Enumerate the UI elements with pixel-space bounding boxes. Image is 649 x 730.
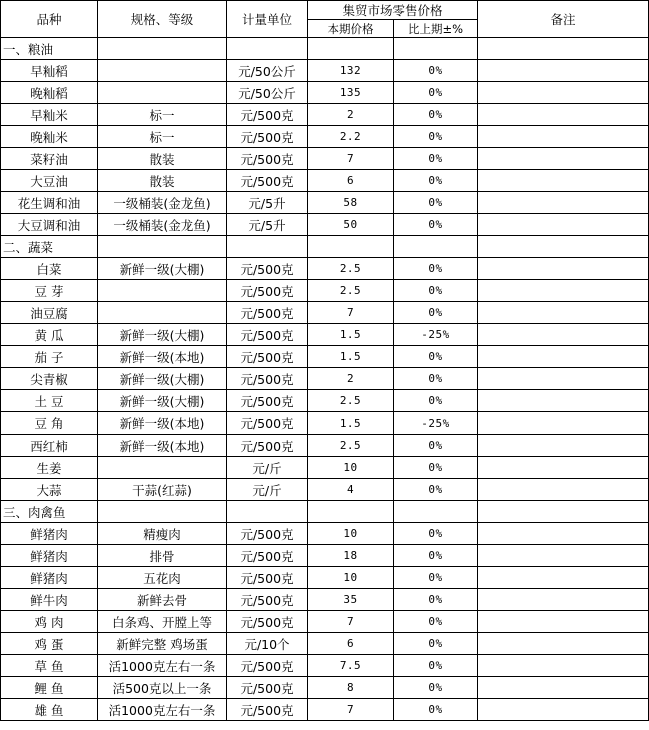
- item-spec: 新鲜一级(大棚): [98, 324, 227, 346]
- item-note: [478, 148, 649, 170]
- item-change: 0%: [394, 192, 478, 214]
- item-note: [478, 258, 649, 280]
- item-spec: 散装: [98, 170, 227, 192]
- item-name: 白菜: [1, 258, 98, 280]
- item-price: 7: [308, 611, 394, 633]
- item-spec: 白条鸡、开膛上等: [98, 611, 227, 633]
- item-unit: 元/500克: [227, 390, 308, 412]
- item-note: [478, 82, 649, 104]
- item-change: 0%: [394, 523, 478, 545]
- table-row: [1, 633, 649, 655]
- item-spec: [98, 302, 227, 324]
- table-row: [1, 412, 649, 435]
- item-name: 花生调和油: [1, 192, 98, 214]
- item-spec: 新鲜一级(本地): [98, 346, 227, 368]
- item-change: 0%: [394, 479, 478, 501]
- empty-cell: [308, 236, 394, 258]
- item-note: [478, 611, 649, 633]
- item-note: [478, 589, 649, 611]
- item-spec: 排骨: [98, 545, 227, 567]
- item-note: [478, 479, 649, 501]
- item-name: 菜籽油: [1, 148, 98, 170]
- item-change: -25%: [394, 324, 478, 346]
- item-spec: [98, 60, 227, 82]
- item-unit: 元/500克: [227, 346, 308, 368]
- item-unit: 元/500克: [227, 523, 308, 545]
- item-unit: 元/500克: [227, 655, 308, 677]
- item-change: 0%: [394, 589, 478, 611]
- table-row: [1, 567, 649, 589]
- item-spec: 标一: [98, 126, 227, 148]
- item-price: 2: [308, 368, 394, 390]
- item-price: 2.5: [308, 390, 394, 412]
- item-change: 0%: [394, 677, 478, 699]
- item-spec: [98, 82, 227, 104]
- item-note: [478, 104, 649, 126]
- section-title: 三、肉禽鱼: [1, 501, 98, 523]
- header-name: 品种: [1, 1, 98, 38]
- item-name: 早籼米: [1, 104, 98, 126]
- item-spec: [98, 280, 227, 302]
- item-name: 豆 角: [1, 412, 98, 435]
- item-name: 鲜猪肉: [1, 567, 98, 589]
- item-unit: 元/500克: [227, 412, 308, 435]
- item-note: [478, 655, 649, 677]
- item-unit: 元/500克: [227, 104, 308, 126]
- item-price: 2: [308, 104, 394, 126]
- item-price: 4: [308, 479, 394, 501]
- empty-cell: [308, 38, 394, 60]
- item-price: 7: [308, 302, 394, 324]
- item-change: 0%: [394, 60, 478, 82]
- item-note: [478, 412, 649, 435]
- item-unit: 元/500克: [227, 302, 308, 324]
- table-row: [1, 655, 649, 677]
- item-price: 50: [308, 214, 394, 236]
- item-price: 1.5: [308, 412, 394, 435]
- item-unit: 元/500克: [227, 545, 308, 567]
- item-change: -25%: [394, 412, 478, 435]
- item-price: 135: [308, 82, 394, 104]
- table-row: [1, 346, 649, 368]
- item-unit: 元/500克: [227, 324, 308, 346]
- table-row: [1, 82, 649, 104]
- item-unit: 元/50公斤: [227, 60, 308, 82]
- empty-cell: [227, 236, 308, 258]
- item-unit: 元/500克: [227, 589, 308, 611]
- empty-cell: [394, 236, 478, 258]
- empty-cell: [98, 501, 227, 523]
- item-spec: 五花肉: [98, 567, 227, 589]
- empty-cell: [308, 501, 394, 523]
- item-spec: 活500克以上一条: [98, 677, 227, 699]
- item-note: [478, 346, 649, 368]
- item-unit: 元/500克: [227, 699, 308, 721]
- header-current-price: 本期价格: [308, 20, 394, 38]
- item-spec: 新鲜完整 鸡场蛋: [98, 633, 227, 655]
- item-note: [478, 324, 649, 346]
- header-unit: 计量单位: [227, 1, 308, 38]
- item-name: 大豆油: [1, 170, 98, 192]
- item-price: 7.5: [308, 655, 394, 677]
- empty-cell: [227, 38, 308, 60]
- item-change: 0%: [394, 567, 478, 589]
- table-row: [1, 677, 649, 699]
- empty-cell: [98, 38, 227, 60]
- section-row: [1, 501, 649, 523]
- header-spec: 规格、等级: [98, 1, 227, 38]
- item-unit: 元/500克: [227, 148, 308, 170]
- item-name: 豆 芽: [1, 280, 98, 302]
- table-row: [1, 280, 649, 302]
- section-title: 一、粮油: [1, 38, 98, 60]
- item-note: [478, 192, 649, 214]
- item-change: 0%: [394, 148, 478, 170]
- item-name: 鲜牛肉: [1, 589, 98, 611]
- item-spec: 活1000克左右一条: [98, 655, 227, 677]
- item-unit: 元/斤: [227, 479, 308, 501]
- item-name: 大蒜: [1, 479, 98, 501]
- table-row: [1, 435, 649, 457]
- item-unit: 元/500克: [227, 368, 308, 390]
- item-spec: 散装: [98, 148, 227, 170]
- item-unit: 元/50公斤: [227, 82, 308, 104]
- item-price: 10: [308, 523, 394, 545]
- item-spec: 新鲜一级(大棚): [98, 390, 227, 412]
- item-price: 7: [308, 148, 394, 170]
- item-price: 2.5: [308, 435, 394, 457]
- item-change: 0%: [394, 390, 478, 412]
- item-name: 晚籼稻: [1, 82, 98, 104]
- item-spec: 新鲜一级(本地): [98, 435, 227, 457]
- item-price: 2.5: [308, 280, 394, 302]
- item-price: 58: [308, 192, 394, 214]
- item-name: 鸡 肉: [1, 611, 98, 633]
- table-row: [1, 60, 649, 82]
- table-row: [1, 457, 649, 479]
- section-row: [1, 38, 649, 60]
- item-price: 18: [308, 545, 394, 567]
- empty-cell: [478, 236, 649, 258]
- item-spec: 活1000克左右一条: [98, 699, 227, 721]
- item-change: 0%: [394, 170, 478, 192]
- item-unit: 元/10个: [227, 633, 308, 655]
- item-note: [478, 523, 649, 545]
- table-row: [1, 699, 649, 721]
- item-unit: 元/500克: [227, 435, 308, 457]
- empty-cell: [227, 501, 308, 523]
- item-change: 0%: [394, 368, 478, 390]
- table-row: [1, 192, 649, 214]
- item-change: 0%: [394, 302, 478, 324]
- item-note: [478, 60, 649, 82]
- item-name: 茄 子: [1, 346, 98, 368]
- item-change: 0%: [394, 126, 478, 148]
- item-price: 6: [308, 170, 394, 192]
- item-price: 132: [308, 60, 394, 82]
- item-change: 0%: [394, 214, 478, 236]
- item-note: [478, 214, 649, 236]
- table-row: [1, 523, 649, 545]
- empty-cell: [394, 501, 478, 523]
- item-note: [478, 677, 649, 699]
- item-change: 0%: [394, 82, 478, 104]
- item-note: [478, 699, 649, 721]
- header-change: 比上期±%: [394, 20, 478, 38]
- item-unit: 元/500克: [227, 567, 308, 589]
- item-name: 鲤 鱼: [1, 677, 98, 699]
- section-row: [1, 236, 649, 258]
- item-note: [478, 457, 649, 479]
- item-name: 草 鱼: [1, 655, 98, 677]
- item-note: [478, 435, 649, 457]
- empty-cell: [478, 501, 649, 523]
- item-change: 0%: [394, 346, 478, 368]
- item-unit: 元/500克: [227, 170, 308, 192]
- table-row: [1, 126, 649, 148]
- item-note: [478, 390, 649, 412]
- item-note: [478, 567, 649, 589]
- item-unit: 元/斤: [227, 457, 308, 479]
- item-name: 鲜猪肉: [1, 545, 98, 567]
- item-name: 晚籼米: [1, 126, 98, 148]
- item-note: [478, 368, 649, 390]
- item-spec: [98, 457, 227, 479]
- item-change: 0%: [394, 457, 478, 479]
- item-spec: 新鲜一级(大棚): [98, 368, 227, 390]
- item-change: 0%: [394, 435, 478, 457]
- table-row: [1, 170, 649, 192]
- header-note: 备注: [478, 1, 649, 38]
- item-name: 尖青椒: [1, 368, 98, 390]
- empty-cell: [98, 236, 227, 258]
- item-price: 8: [308, 677, 394, 699]
- item-name: 黄 瓜: [1, 324, 98, 346]
- item-name: 生姜: [1, 457, 98, 479]
- item-name: 雄 鱼: [1, 699, 98, 721]
- item-unit: 元/5升: [227, 192, 308, 214]
- item-name: 油豆腐: [1, 302, 98, 324]
- table-row: [1, 390, 649, 412]
- item-note: [478, 545, 649, 567]
- item-change: 0%: [394, 655, 478, 677]
- item-note: [478, 126, 649, 148]
- empty-cell: [478, 38, 649, 60]
- item-name: 鲜猪肉: [1, 523, 98, 545]
- item-price: 10: [308, 457, 394, 479]
- item-spec: 干蒜(红蒜): [98, 479, 227, 501]
- item-change: 0%: [394, 280, 478, 302]
- table-row: [1, 479, 649, 501]
- item-unit: 元/500克: [227, 677, 308, 699]
- item-price: 2.2: [308, 126, 394, 148]
- item-spec: 一级桶装(金龙鱼): [98, 214, 227, 236]
- item-unit: 元/500克: [227, 258, 308, 280]
- item-change: 0%: [394, 104, 478, 126]
- item-name: 鸡 蛋: [1, 633, 98, 655]
- item-note: [478, 170, 649, 192]
- item-name: 早籼稻: [1, 60, 98, 82]
- table-row: [1, 589, 649, 611]
- table-row: [1, 258, 649, 280]
- item-price: 7: [308, 699, 394, 721]
- item-note: [478, 280, 649, 302]
- item-name: 土 豆: [1, 390, 98, 412]
- table-row: [1, 104, 649, 126]
- table-row: [1, 214, 649, 236]
- section-title: 二、蔬菜: [1, 236, 98, 258]
- item-change: 0%: [394, 258, 478, 280]
- table-row: [1, 302, 649, 324]
- item-price: 1.5: [308, 324, 394, 346]
- item-change: 0%: [394, 633, 478, 655]
- item-spec: 标一: [98, 104, 227, 126]
- item-unit: 元/500克: [227, 611, 308, 633]
- item-spec: 精瘦肉: [98, 523, 227, 545]
- item-unit: 元/500克: [227, 280, 308, 302]
- item-change: 0%: [394, 545, 478, 567]
- item-unit: 元/500克: [227, 126, 308, 148]
- item-price: 6: [308, 633, 394, 655]
- item-price: 10: [308, 567, 394, 589]
- item-note: [478, 633, 649, 655]
- table-row: [1, 368, 649, 390]
- item-name: 大豆调和油: [1, 214, 98, 236]
- table-row: [1, 611, 649, 633]
- item-change: 0%: [394, 611, 478, 633]
- item-spec: 新鲜一级(本地): [98, 412, 227, 435]
- empty-cell: [394, 38, 478, 60]
- table-row: [1, 545, 649, 567]
- item-name: 西红柿: [1, 435, 98, 457]
- table-row: [1, 148, 649, 170]
- item-spec: 一级桶装(金龙鱼): [98, 192, 227, 214]
- item-price: 1.5: [308, 346, 394, 368]
- header-market-price: 集贸市场零售价格: [308, 1, 478, 20]
- item-spec: 新鲜去骨: [98, 589, 227, 611]
- item-unit: 元/5升: [227, 214, 308, 236]
- item-price: 2.5: [308, 258, 394, 280]
- item-price: 35: [308, 589, 394, 611]
- item-spec: 新鲜一级(大棚): [98, 258, 227, 280]
- item-note: [478, 302, 649, 324]
- table-row: [1, 324, 649, 346]
- item-change: 0%: [394, 699, 478, 721]
